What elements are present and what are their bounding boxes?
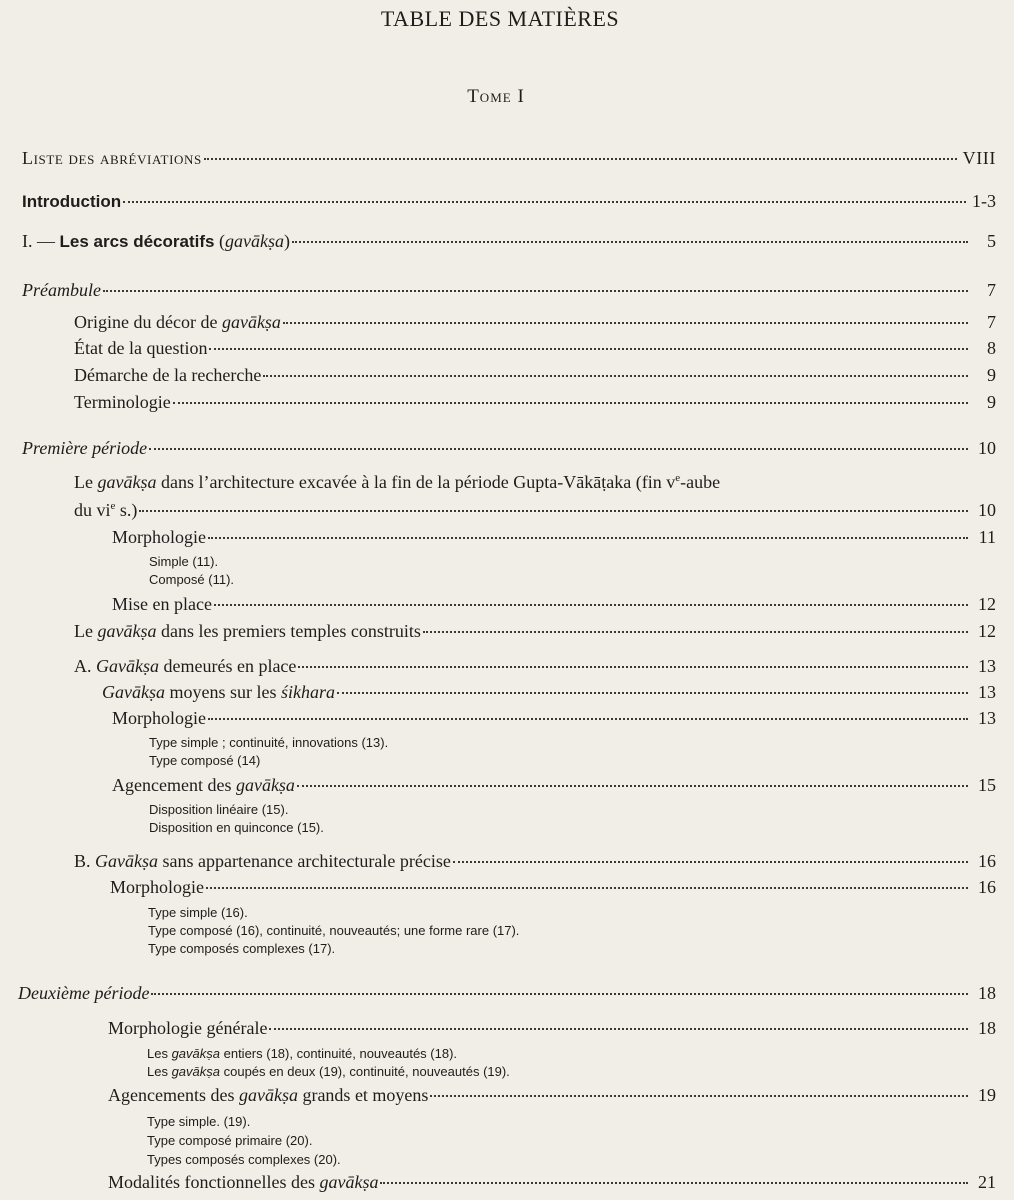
- sub-entry: [147, 1064, 510, 1079]
- text: sans appartenance architecturale précise: [158, 851, 451, 871]
- entry-label: [74, 500, 137, 521]
- toc-entry: [74, 392, 996, 413]
- leader-dots: [297, 785, 968, 787]
- leader-dots: [139, 510, 968, 512]
- text: Origine du décor de: [74, 312, 222, 332]
- page-title: TABLE DES MATIÈRES: [380, 6, 620, 31]
- text: Modalités fonctionnelles des: [108, 1172, 320, 1192]
- toc-entry: [22, 191, 996, 212]
- term: gavākṣa: [319, 1172, 379, 1192]
- entry-label: Liste des abréviations: [22, 148, 202, 168]
- entry-page: 19: [978, 1085, 996, 1105]
- text: -aube: [680, 472, 721, 492]
- entry-page: 7: [987, 312, 996, 332]
- entry-page: 13: [978, 682, 996, 702]
- entry-page: 10: [978, 500, 996, 520]
- entry-page: 12: [978, 621, 996, 641]
- term: gavākṣa: [235, 775, 295, 795]
- entry-label: Morphologie: [112, 527, 206, 547]
- sub-entry: Type composé primaire (20).: [147, 1133, 313, 1148]
- entry-label: [74, 312, 281, 333]
- leader-dots: [337, 692, 968, 694]
- text: du vi: [74, 500, 111, 520]
- entry-page: 10: [978, 438, 996, 458]
- superscript: e: [110, 500, 116, 512]
- entry-label: [74, 621, 421, 642]
- toc-entry: [74, 500, 996, 521]
- leader-dots: [204, 158, 957, 160]
- entry-page: 8: [987, 338, 996, 358]
- text: dans l’architecture excavée à la fin de la période Gupta-Vākāṭaka (fin v: [156, 472, 676, 492]
- entry-label: [74, 656, 296, 677]
- text: demeurés en place: [158, 656, 297, 676]
- entry-number: I. —: [22, 231, 60, 251]
- text: Les: [147, 1064, 172, 1079]
- entry-label: [74, 851, 451, 872]
- entry-label: Terminologie: [74, 392, 171, 412]
- sub-entry: Types composés complexes (20).: [147, 1152, 341, 1167]
- entry-label: [108, 1085, 428, 1106]
- entry-label: Introduction: [22, 192, 122, 211]
- toc-entry: [108, 1172, 996, 1193]
- entry-page: 21: [978, 1172, 996, 1192]
- term: śikhara: [280, 682, 335, 702]
- text: s.): [115, 500, 138, 520]
- toc-entry: [108, 1085, 996, 1106]
- leader-dots: [103, 290, 968, 292]
- entry-label: [108, 1172, 378, 1193]
- entry-label: Morphologie: [110, 877, 204, 897]
- text: B.: [74, 851, 96, 871]
- leader-dots: [263, 375, 968, 377]
- entry-label: Morphologie: [112, 708, 206, 728]
- sub-entry: Type composé (16), continuité, nouveautés; une forme rare (17).: [148, 923, 520, 938]
- text: Agencement des: [112, 775, 236, 795]
- toc-entry: [74, 338, 996, 359]
- leader-dots: [453, 861, 968, 863]
- entry-label: [22, 231, 290, 252]
- leader-dots: [208, 537, 968, 539]
- leader-dots: [269, 1028, 968, 1030]
- text: dans les premiers temples construits: [156, 621, 421, 641]
- entry-label: Préambule: [22, 280, 101, 300]
- sub-entry: Disposition linéaire (15).: [149, 802, 289, 817]
- term: gavākṣa: [221, 312, 281, 332]
- text: moyens sur les: [164, 682, 281, 702]
- term: gavākṣa: [238, 1085, 298, 1105]
- leader-dots: [123, 201, 966, 203]
- entry-page: 13: [978, 708, 996, 728]
- leader-dots: [173, 402, 968, 404]
- toc-entry: [74, 312, 996, 333]
- leader-dots: [292, 241, 968, 243]
- term: Gavākṣa: [95, 851, 158, 871]
- paren: ): [283, 231, 290, 251]
- entry-page: 18: [978, 1018, 996, 1038]
- entry-label: État de la question: [74, 338, 208, 358]
- entry-page: VIII: [962, 148, 996, 168]
- toc-entry-line: [74, 472, 720, 493]
- sub-entry: Type simple. (19).: [147, 1114, 251, 1129]
- entry-page: 12: [978, 594, 996, 614]
- leader-dots: [380, 1182, 968, 1184]
- term: Gavākṣa: [102, 682, 165, 702]
- text: Le: [74, 621, 98, 641]
- leader-dots: [214, 604, 968, 606]
- toc-entry: [74, 656, 996, 677]
- entry-page: 18: [978, 983, 996, 1003]
- toc-entry: [74, 851, 996, 872]
- term: gavākṣa: [171, 1046, 220, 1061]
- toc-entry: [22, 148, 996, 169]
- text: A.: [74, 656, 96, 676]
- term: gavākṣa: [171, 1064, 220, 1079]
- leader-dots: [430, 1095, 968, 1097]
- entry-label: Mise en place: [112, 594, 212, 614]
- text: coupés en deux (19), continuité, nouveautés (19).: [220, 1064, 510, 1079]
- toc-entry: [102, 682, 996, 703]
- toc-entry: [22, 231, 996, 252]
- toc-entry: [112, 775, 996, 796]
- term: Gavākṣa: [96, 656, 159, 676]
- leader-dots: [206, 887, 968, 889]
- leader-dots: [151, 993, 968, 995]
- entry-label: Démarche de la recherche: [74, 365, 262, 385]
- entry-page: 11: [978, 527, 996, 547]
- entry-title: Les arcs décoratifs: [59, 232, 215, 251]
- text: grands et moyens: [297, 1085, 429, 1105]
- sub-entry: Disposition en quinconce (15).: [149, 820, 324, 835]
- toc-entry: [112, 708, 996, 729]
- entry-label: Première période: [22, 438, 148, 458]
- text: Le: [74, 472, 98, 492]
- toc-entry: [112, 527, 996, 548]
- leader-dots: [283, 322, 968, 324]
- entry-label: Morphologie générale: [108, 1018, 268, 1038]
- term: gavākṣa: [97, 621, 157, 641]
- entry-page: 16: [978, 877, 996, 897]
- entry-page: 16: [978, 851, 996, 871]
- term: gavākṣa: [224, 231, 284, 251]
- entry-page: 15: [978, 775, 996, 795]
- paren: (: [214, 231, 225, 251]
- sub-entry: Type simple ; continuité, innovations (13).: [149, 735, 389, 750]
- term: gavākṣa: [97, 472, 157, 492]
- superscript: e: [675, 472, 681, 484]
- text: Les: [147, 1046, 172, 1061]
- text: entiers (18), continuité, nouveautés (18).: [220, 1046, 458, 1061]
- toc-entry: [22, 280, 996, 301]
- entry-label: [112, 775, 295, 796]
- entry-label: [102, 682, 335, 703]
- leader-dots: [298, 666, 968, 668]
- sub-entry: Type composé (14): [149, 753, 261, 768]
- entry-page: 7: [987, 280, 996, 300]
- volume-heading: Tome I: [467, 86, 525, 107]
- entry-page: 9: [987, 365, 996, 385]
- sub-entry: Simple (11).: [149, 554, 219, 569]
- entry-page: 1-3: [972, 191, 996, 211]
- toc-entry: [74, 621, 996, 642]
- sub-entry: Type simple (16).: [148, 905, 248, 920]
- toc-entry: [108, 1018, 996, 1039]
- entry-page: 13: [978, 656, 996, 676]
- toc-entry: [74, 365, 996, 386]
- leader-dots: [208, 718, 968, 720]
- sub-entry: Type composés complexes (17).: [148, 941, 336, 956]
- toc-entry: [112, 594, 996, 615]
- text: Agencements des: [108, 1085, 239, 1105]
- entry-label: Deuxième période: [18, 983, 150, 1003]
- entry-page: 9: [987, 392, 996, 412]
- toc-entry: [22, 438, 996, 459]
- leader-dots: [149, 448, 968, 450]
- toc-entry: [110, 877, 996, 898]
- toc-entry: [18, 983, 996, 1004]
- sub-entry: [147, 1046, 457, 1061]
- sub-entry: Composé (11).: [149, 572, 235, 587]
- leader-dots: [209, 348, 968, 350]
- leader-dots: [423, 631, 968, 633]
- entry-page: 5: [987, 231, 996, 251]
